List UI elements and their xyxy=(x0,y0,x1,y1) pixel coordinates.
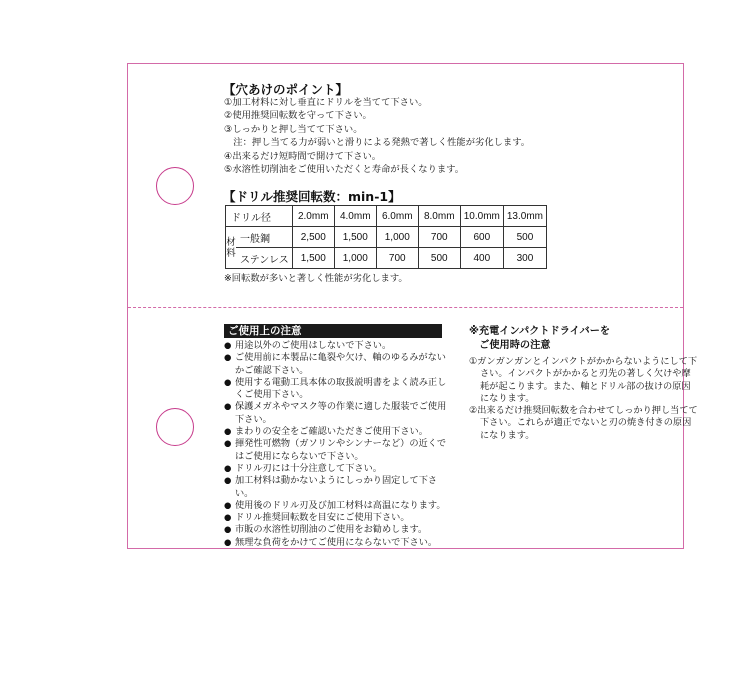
list-item: ①加工材料に対し垂直にドリルを当てて下さい。 xyxy=(224,97,428,108)
list-item: ④出来るだけ短時間で開けて下さい。 xyxy=(224,150,382,162)
list-item: ● 加工材料は動かないようにしっかり固定して下さい。 xyxy=(224,475,455,500)
material-side-label: 材 料 xyxy=(226,227,237,269)
material-cell: 一般鋼 xyxy=(236,227,292,248)
rpm-note: ※回転数が多いと著しく性能が劣化します。 xyxy=(224,273,408,284)
list-item: ● 市販の水溶性切削油のご使用をお勧めします。 xyxy=(224,524,455,536)
fold-line xyxy=(128,307,683,308)
table-cell: 500 xyxy=(503,227,546,248)
list-item: ● まわりの安全をご確認いただきご使用下さい。 xyxy=(224,426,455,438)
table-header-cell: 13.0mm xyxy=(503,206,546,227)
table-cell: 1,500 xyxy=(292,248,334,269)
list-item: ● ドリル推奨回転数を目安にご使用下さい。 xyxy=(224,512,455,524)
table-cell: 700 xyxy=(418,227,460,248)
list-item: ● 用途以外のご使用はしないで下さい。 xyxy=(224,340,455,352)
table-cell: 1,500 xyxy=(334,227,376,248)
impact-driver-title xyxy=(469,325,610,353)
list-item: ①ガンガンガンとインパクトがかからないようにして下さい。インパクトがかかると刃先の著しく欠けや摩耗が起こります。また、軸とドリル部の抜けの原因になります。 xyxy=(469,356,698,404)
table-cell: 400 xyxy=(460,248,503,269)
list-item: ● ご使用前に本製品に亀裂や欠け、軸のゆるみがないかご確認下さい。 xyxy=(224,352,455,377)
table-header-cell: 8.0mm xyxy=(418,206,460,227)
caution-title-bar: ご使用上の注意 xyxy=(224,324,442,338)
hole-points-list xyxy=(224,96,530,176)
table-header-label: ドリル径 xyxy=(226,206,293,227)
list-item: ● ドリル刃には十分注意して下さい。 xyxy=(224,463,455,475)
list-item: ● 使用する電動工具本体の取扱説明書をよく読み正しくご使用下さい。 xyxy=(224,377,455,402)
table-row xyxy=(226,227,547,248)
table-cell: 700 xyxy=(376,248,418,269)
table-header-cell: 4.0mm xyxy=(334,206,376,227)
caution-list xyxy=(224,340,455,549)
list-item: 注：押し当てる力が弱いと滑りによる発熱で著しく性能が劣化します。 xyxy=(224,137,531,149)
rpm-table xyxy=(225,205,547,269)
table-cell: 2,500 xyxy=(292,227,334,248)
table-row xyxy=(226,248,547,269)
list-item: ● 揮発性可燃物（ガソリンやシンナーなど）の近くではご使用にならないで下さい。 xyxy=(224,438,455,463)
table-header-cell: 10.0mm xyxy=(460,206,503,227)
hang-hole-top xyxy=(156,167,194,205)
material-cell: ステンレス xyxy=(236,248,292,269)
table-cell: 600 xyxy=(460,227,503,248)
table-header-cell: 2.0mm xyxy=(292,206,334,227)
impact-title-line: ご使用時の注意 xyxy=(469,340,551,351)
impact-title-line: ※充電インパクトドライバーを xyxy=(469,326,611,337)
list-item: ②使用推奨回転数を守って下さい。 xyxy=(224,110,372,122)
table-cell: 1,000 xyxy=(376,227,418,248)
table-cell: 500 xyxy=(418,248,460,269)
impact-driver-list xyxy=(469,356,698,442)
hole-points-title: 【穴あけのポイント】 xyxy=(223,82,349,97)
table-cell: 300 xyxy=(503,248,546,269)
table-row xyxy=(226,206,547,227)
list-item: ● 保護メガネやマスク等の作業に適した服装でご使用下さい。 xyxy=(224,401,455,426)
list-item: ⑤水溶性切削油をご使用いただくと寿命が長くなります。 xyxy=(224,164,465,176)
rpm-title: 【ドリル推奨回転数：min-1】 xyxy=(223,189,401,204)
table-header-cell: 6.0mm xyxy=(376,206,418,227)
list-item: ● 使用後のドリル刃及び加工材料は高温になります。 xyxy=(224,500,455,512)
table-cell: 1,000 xyxy=(334,248,376,269)
list-item: ③しっかりと押し当てて下さい。 xyxy=(224,123,363,135)
tag-card xyxy=(127,63,698,549)
hang-hole-bottom xyxy=(156,408,194,446)
list-item: ②出来るだけ推奨回転数を合わせてしっかり押し当てて下さい。これらが適正でないと刃の焼き付きの原因になります。 xyxy=(469,405,698,441)
list-item: ● 無理な負荷をかけてご使用にならないで下さい。 xyxy=(224,537,455,549)
